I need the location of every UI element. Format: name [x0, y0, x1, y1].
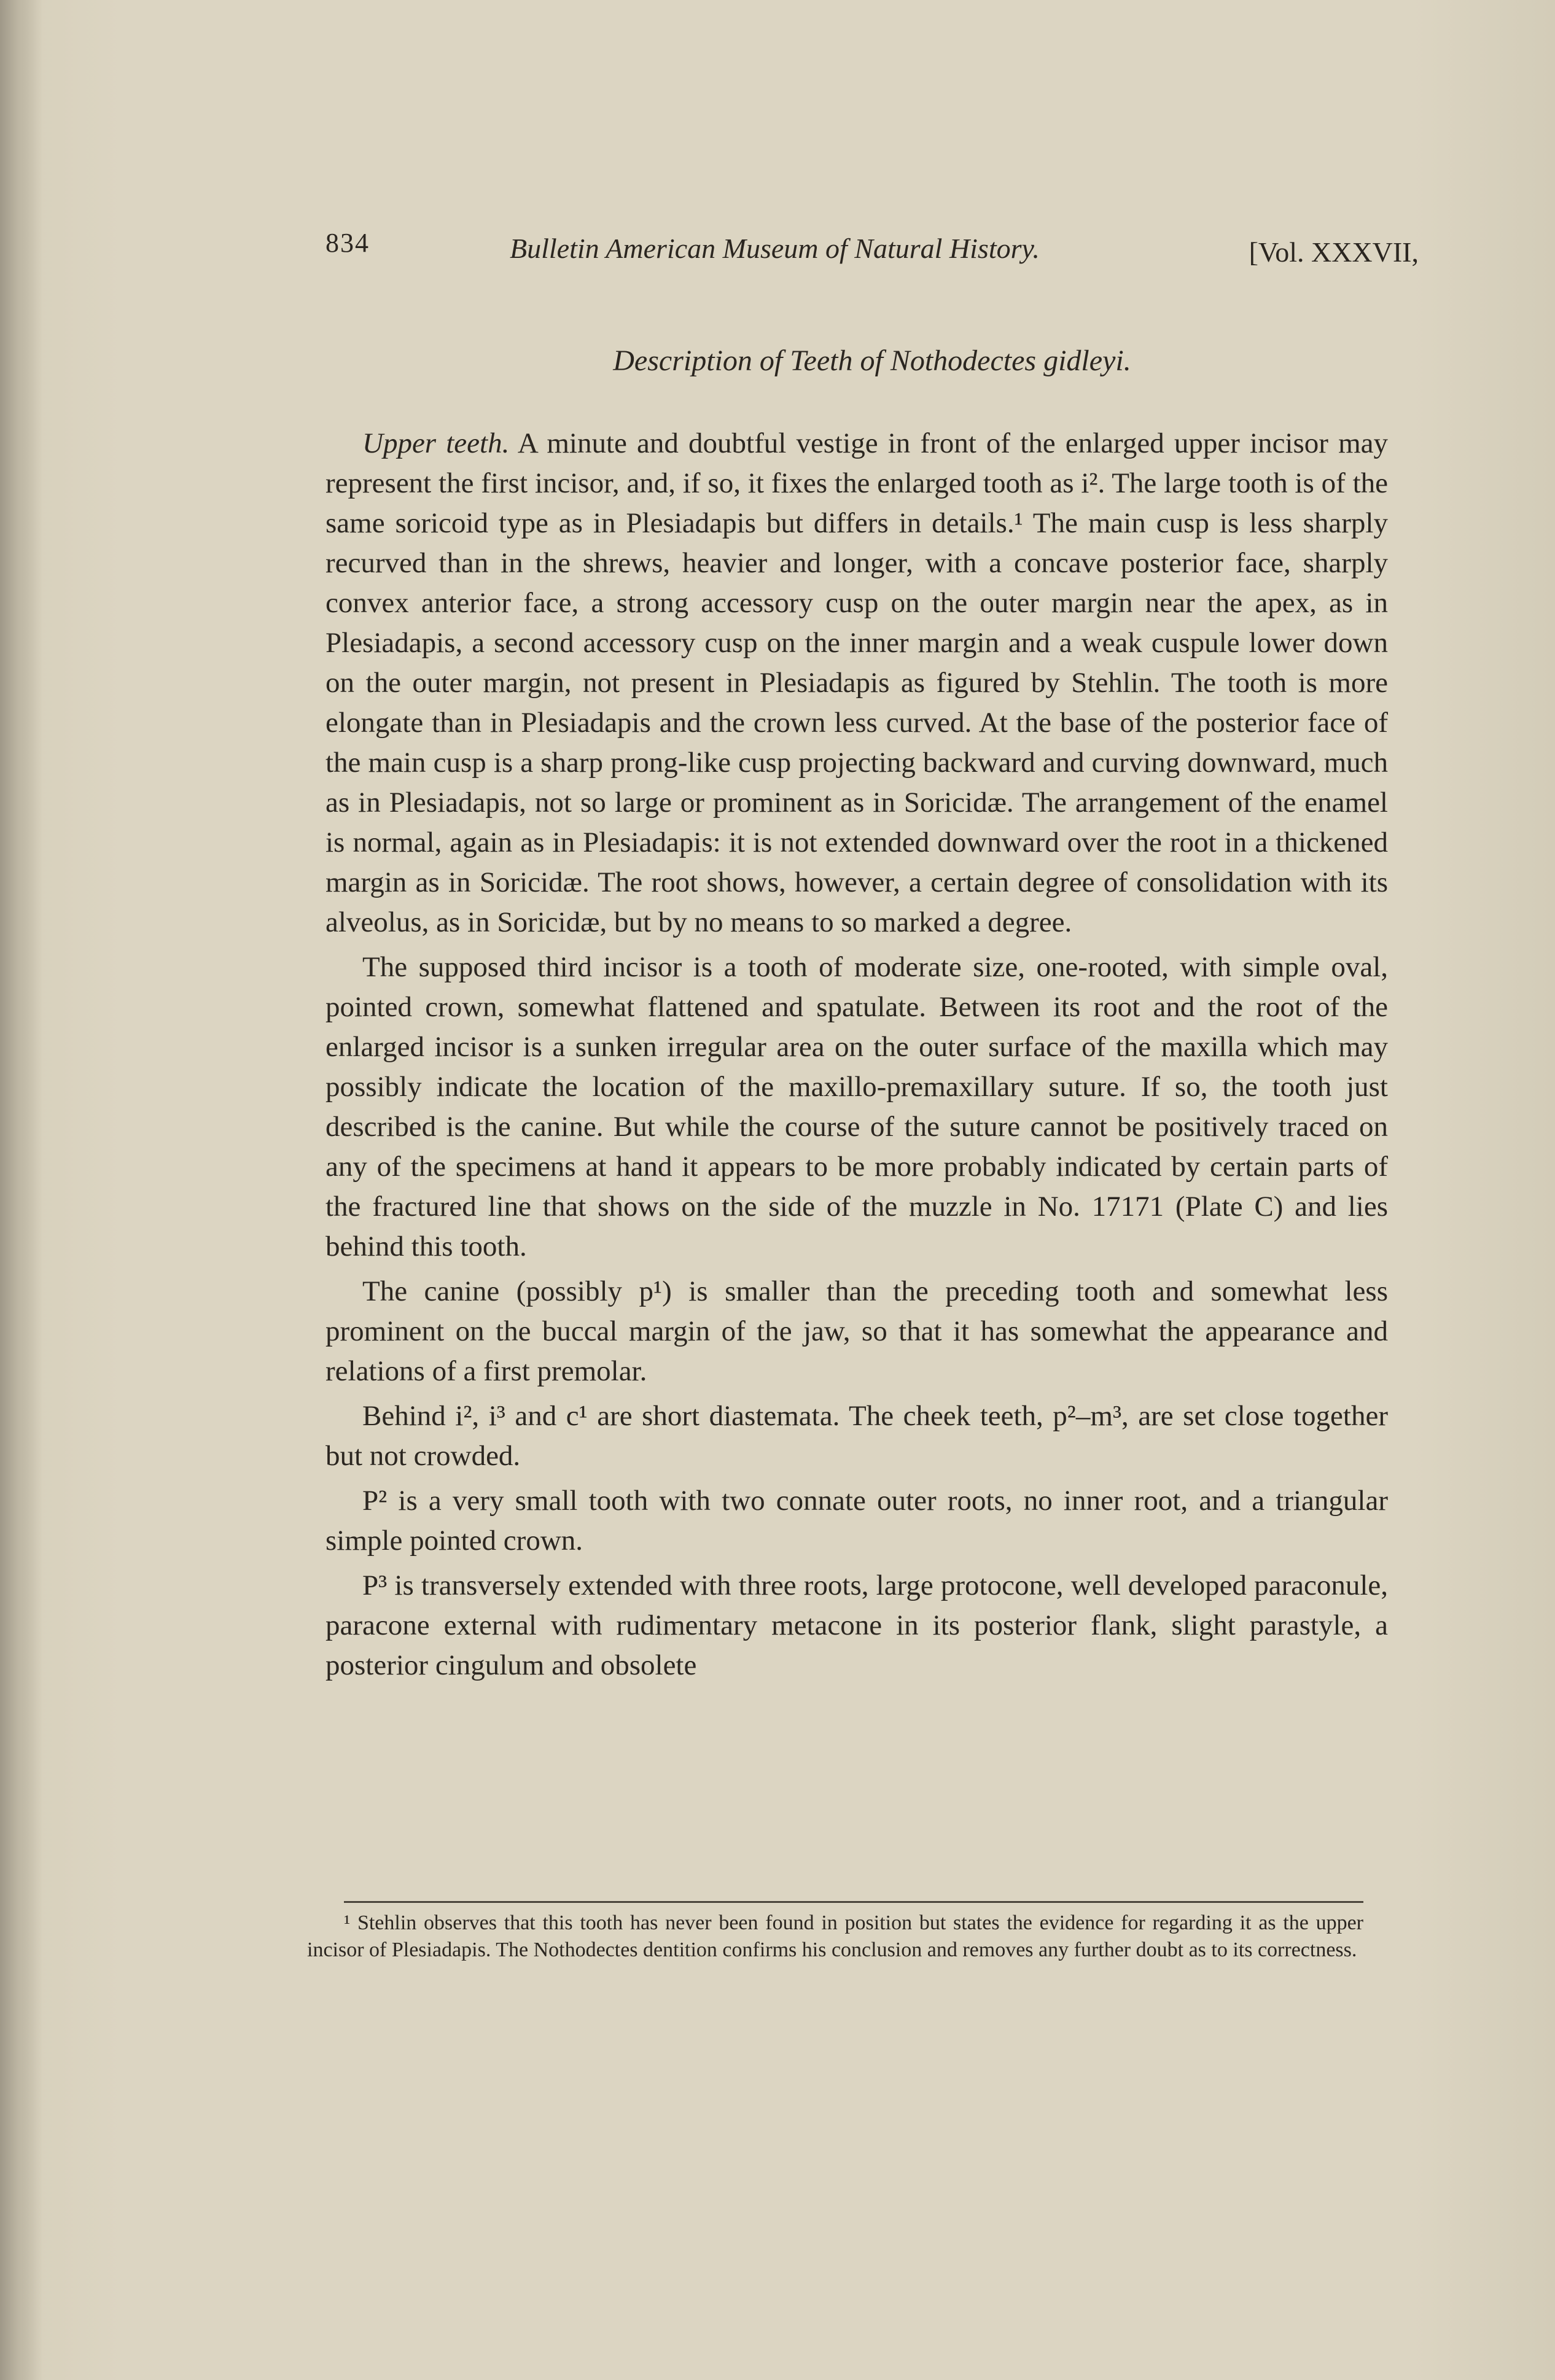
paragraph [325, 1481, 1388, 1561]
paragraph [325, 947, 1388, 1267]
paragraph-text: The supposed third incisor is a tooth of moderate size, one-rooted, with simple oval, pointed crown, somewhat flattened and spatulate. Between its root and the root of the enlarged incisor is a sunken irregular area on the outer surface of the maxilla which may possibly indicate the location of the maxillo-premaxillary suture. If so, the tooth just described is the canine. But while the course of the suture cannot be positively traced on any of the specimens at hand it appears to be more probably indicated by certain parts of the fractured line that shows on the side of the muzzle in No. 17171 (Plate C) and lies behind this tooth. [325, 951, 1388, 1262]
paragraph-text: A minute and doubtful vestige in front of the enlarged upper incisor may represent the first incisor, and, if so, it fixes the enlarged tooth as i². The large tooth is of the same soricoid type as in Plesiadapis but differs in details.¹ The main cusp is less sharply recurved than in the shrews, heavier and longer, with a concave posterior face, sharply convex anterior face, a strong accessory cusp on the outer margin near the apex, as in Plesiadapis, a second accessory cusp on the inner margin and a weak cuspule lower down on the outer margin, not present in Plesiadapis as figured by Stehlin. The tooth is more elongate than in Plesiadapis and the crown less curved. At the base of the posterior face of the main cusp is a sharp prong-like cusp projecting backward and curving downward, much as in Plesiadapis, not so large or prominent as in Soricidæ. The arrangement of the enamel is normal, again as in Plesiadapis: it is not extended downward over the root in a thickened margin as in Soricidæ. The root shows, however, a certain degree of consolidation with its alveolus, as in Soricidæ, but by no means to so marked a degree. [325, 427, 1388, 938]
footnote [307, 1910, 1363, 1964]
footnote-rule [344, 1901, 1363, 1903]
paragraph-lead: Upper teeth. [362, 427, 510, 459]
page-number: 834 [325, 228, 370, 258]
footnote-text: ¹ Stehlin observes that this tooth has never been found in position but states the evidence for regarding it as the upper incisor of Plesiadapis. The Nothodectes dentition confirms his conclusion and removes any further doubt as to its correctness. [307, 1911, 1363, 1961]
paragraph-text: The canine (possibly p¹) is smaller than the preceding tooth and somewhat less prominent on the buccal margin of the jaw, so that it has somewhat the appearance and relations of a first premolar. [325, 1275, 1388, 1387]
binding-shadow [0, 0, 43, 2380]
paragraph [325, 1566, 1388, 1686]
running-head [325, 227, 1419, 276]
paragraph-text: Behind i², i³ and c¹ are short diastemata. The cheek teeth, p²–m³, are set close together but not crowded. [325, 1400, 1388, 1472]
journal-title: Bulletin American Museum of Natural History. [510, 233, 1040, 264]
paragraph [325, 424, 1388, 943]
body-text [325, 424, 1388, 1690]
paragraph [325, 1396, 1388, 1476]
paragraph [325, 1272, 1388, 1391]
volume-label: [Vol. XXXVII, [1249, 236, 1419, 268]
section-title: Description of Teeth of Nothodectes gidleyi. [613, 344, 1131, 377]
paragraph-text: P² is a very small tooth with two connate outer roots, no inner root, and a triangular simple pointed crown. [325, 1485, 1388, 1557]
paragraph-text: P³ is transversely extended with three roots, large protocone, well developed paraconule, paracone external with rudimentary metacone in its posterior flank, slight parastyle, a posterior cingulum and obsolete [325, 1569, 1388, 1681]
